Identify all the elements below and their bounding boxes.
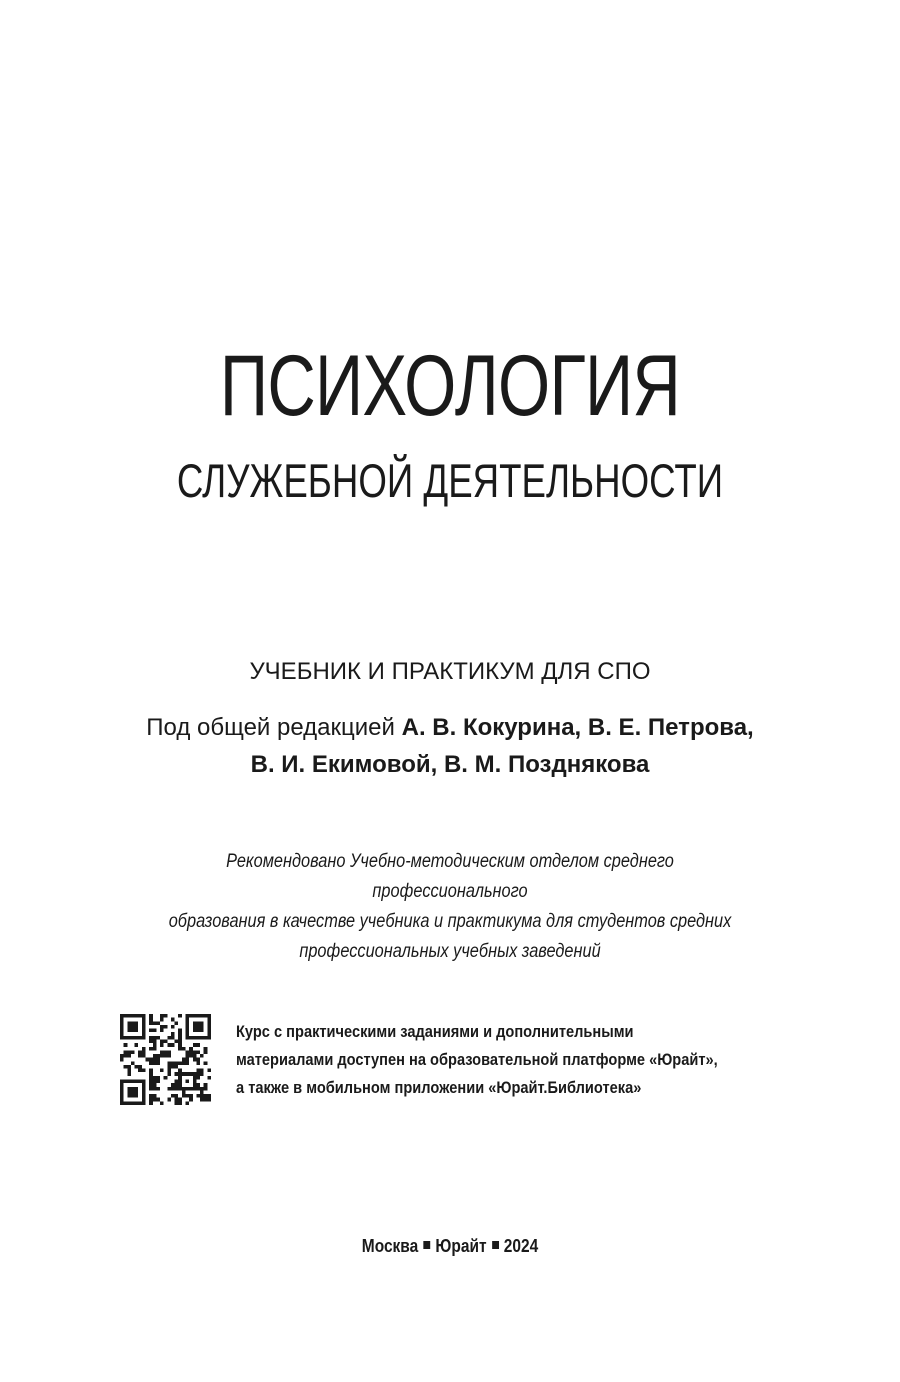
course-info xyxy=(236,1018,752,1102)
imprint-year: 2024 xyxy=(503,1236,539,1256)
separator-square-icon xyxy=(423,1241,430,1249)
recommendation-line-1: Рекомендовано Учебно-методическим отделом среднего профессионального xyxy=(226,851,674,902)
book-title: ПСИХОЛОГИЯ xyxy=(219,338,681,434)
imprint xyxy=(63,1232,837,1260)
course-info-line-2: материалами доступен на образовательной платформе «Юрайт», xyxy=(236,1050,718,1069)
separator-square-icon xyxy=(492,1241,499,1249)
course-info-line-3: а также в мобильном приложении «Юрайт.Библиотека» xyxy=(236,1078,642,1097)
imprint-city: Москва xyxy=(361,1236,419,1256)
editors-line-1 xyxy=(0,709,900,746)
recommendation-line-2: образования в качестве учебника и практикума для студентов средних xyxy=(168,911,732,932)
imprint-publisher: Юрайт xyxy=(435,1236,487,1256)
editors-block xyxy=(0,709,900,783)
qr-code-icon[interactable] xyxy=(120,1014,211,1105)
editors-prefix: Под общей редакцией xyxy=(146,714,395,741)
course-info-line-1: Курс с практическими заданиями и дополнительными xyxy=(236,1022,634,1041)
recommendation-note xyxy=(149,847,751,967)
editors-line-2 xyxy=(0,746,900,783)
recommendation-line-3: профессиональных учебных заведений xyxy=(299,941,601,962)
book-subtitle: СЛУЖЕБНОЙ ДЕЯТЕЛЬНОСТИ xyxy=(176,454,724,507)
editors-names-1: А. В. Кокурина, В. Е. Петрова, xyxy=(401,714,754,741)
editors-names-2: В. И. Екимовой, В. М. Позднякова xyxy=(250,751,650,778)
book-type: УЧЕБНИК И ПРАКТИКУМ ДЛЯ СПО xyxy=(249,658,651,685)
